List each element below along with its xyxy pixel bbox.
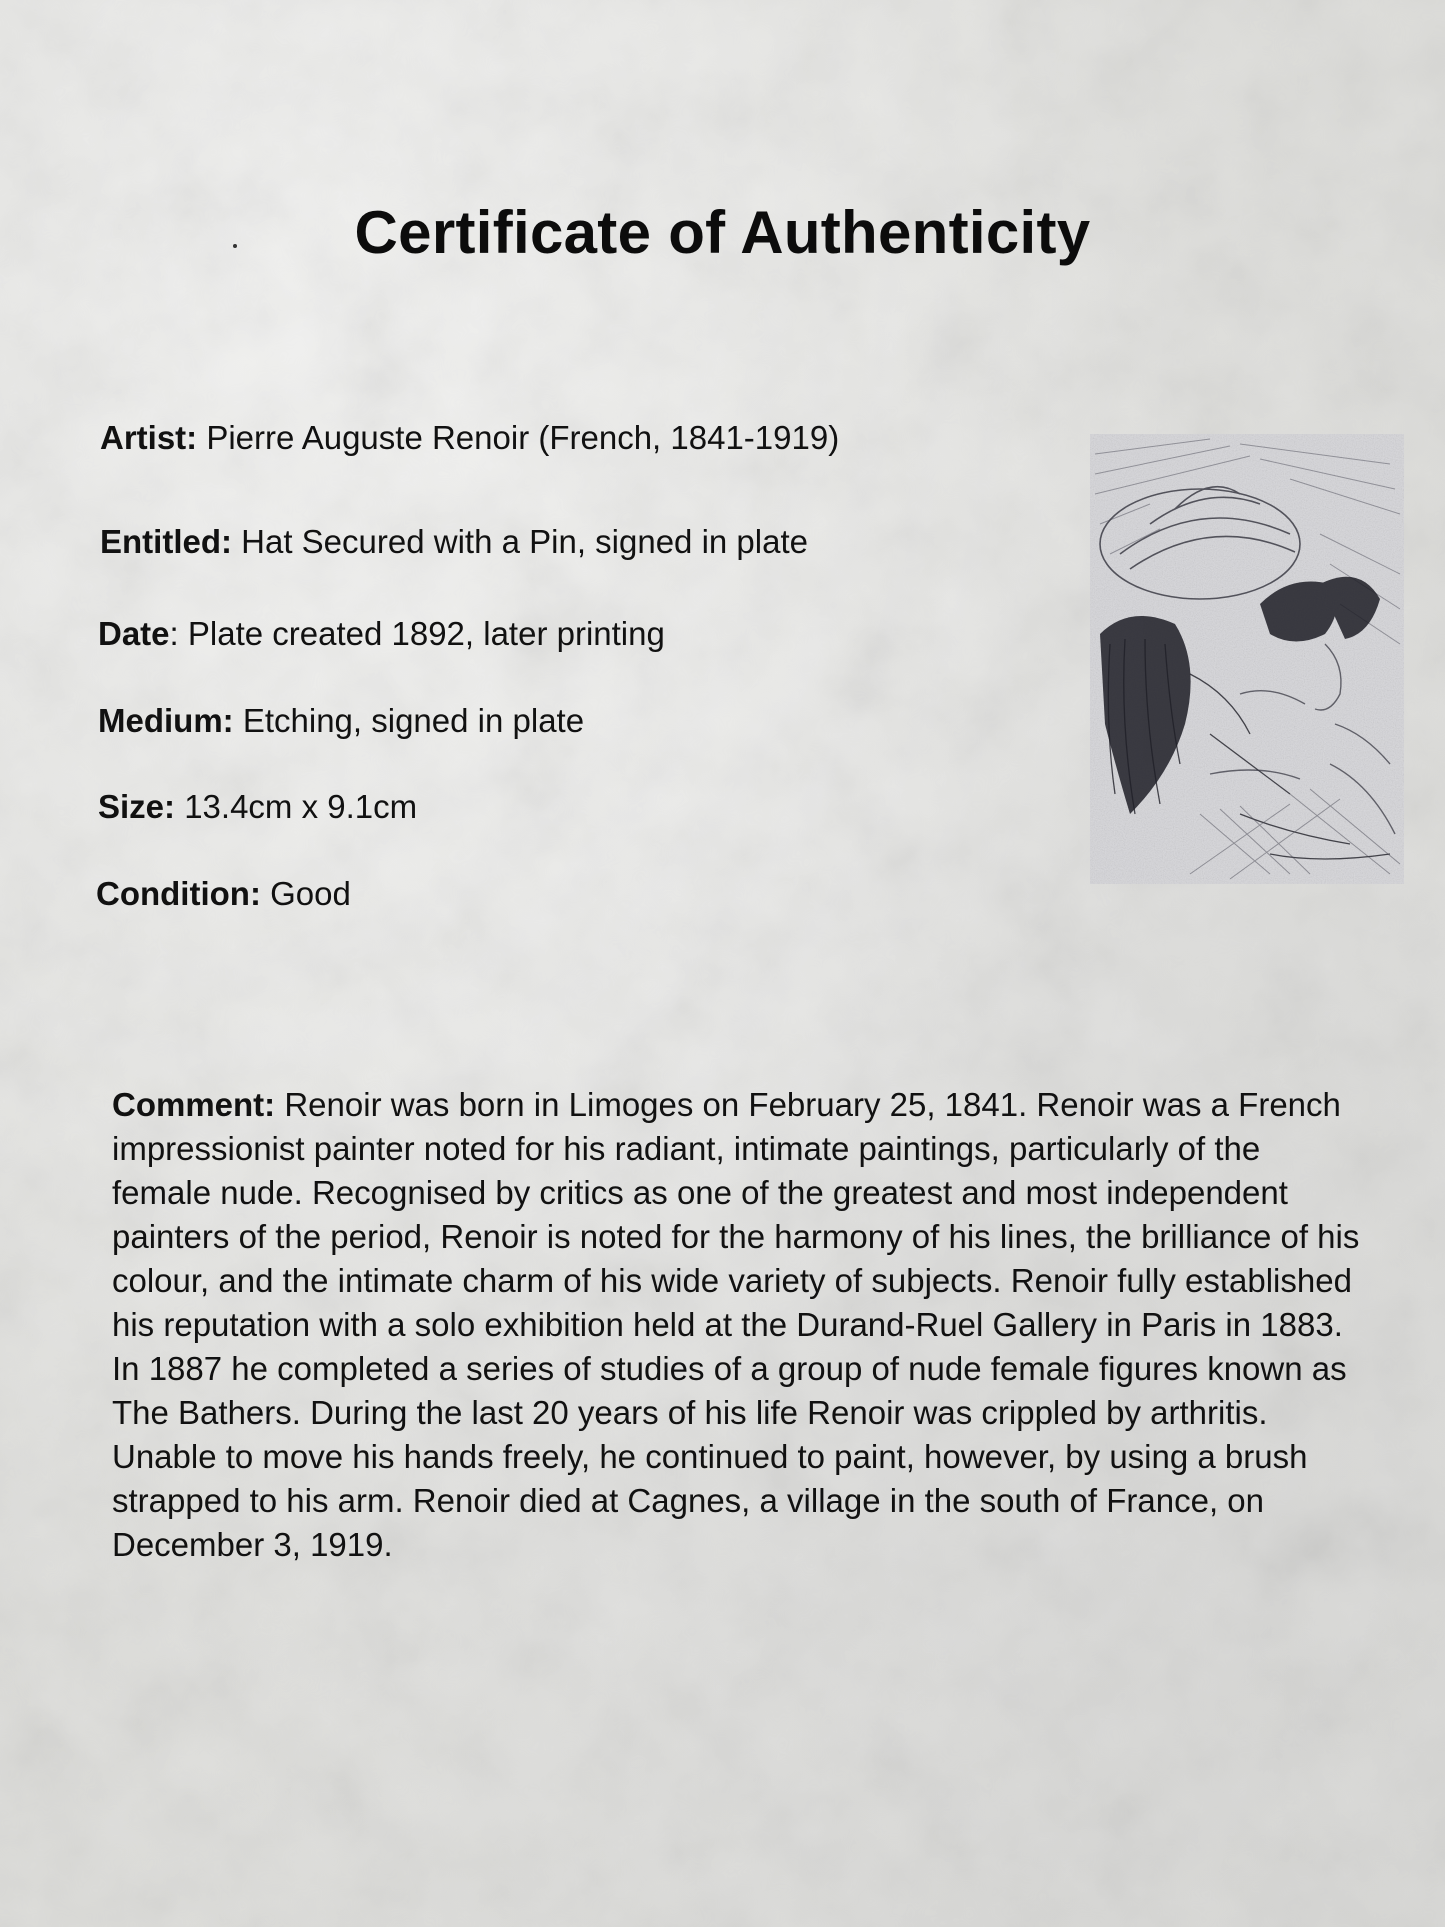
comment-paragraph: [112, 1083, 1362, 1567]
date-label: Date: [98, 615, 170, 652]
date-value: : Plate created 1892, later printing: [169, 615, 665, 652]
comment-text: Renoir was born in Limoges on February 25, 1841. Renoir was a French impressionist painter noted for his radiant, intimate paintings, particularly of the female nude. Recognised by critics as one of the greatest and most independent painters of the period, Renoir is noted for the harmony of his lines, the brilliance of his colour, and the intimate charm of his wide variety of subjects. Renoir fully established his reputation with a solo exhibition held at the Durand-Ruel Gallery in Paris in 1883. In 1887 he completed a series of studies of a group of nude female figures known as The Bathers. During the last 20 years of his life Renoir was crippled by arthritis. Unable to move his hands freely, he continued to paint, however, by using a brush strapped to his arm. Renoir died at Cagnes, a village in the south of France, on December 3, 1919.: [112, 1086, 1360, 1563]
artist-field: [100, 418, 839, 458]
size-field: [98, 787, 417, 827]
artist-label: Artist:: [100, 419, 198, 456]
size-value: 13.4cm x 9.1cm: [175, 788, 418, 825]
artist-value: Pierre Auguste Renoir (French, 1841-1919): [197, 419, 840, 456]
condition-label: Condition:: [96, 875, 261, 912]
medium-label: Medium:: [98, 702, 234, 739]
condition-field: [96, 874, 351, 914]
medium-field: [98, 701, 584, 741]
comment-label: Comment:: [112, 1086, 276, 1123]
medium-value: Etching, signed in plate: [233, 702, 585, 739]
date-field: [98, 614, 665, 654]
etching-thumbnail-image: [1090, 434, 1404, 884]
size-label: Size:: [98, 788, 176, 825]
entitled-label: Entitled:: [100, 523, 232, 560]
certificate-title: Certificate of Authenticity: [354, 199, 1091, 266]
entitled-value: Hat Secured with a Pin, signed in plate: [231, 523, 808, 560]
entitled-field: [100, 522, 808, 562]
condition-value: Good: [260, 875, 351, 912]
